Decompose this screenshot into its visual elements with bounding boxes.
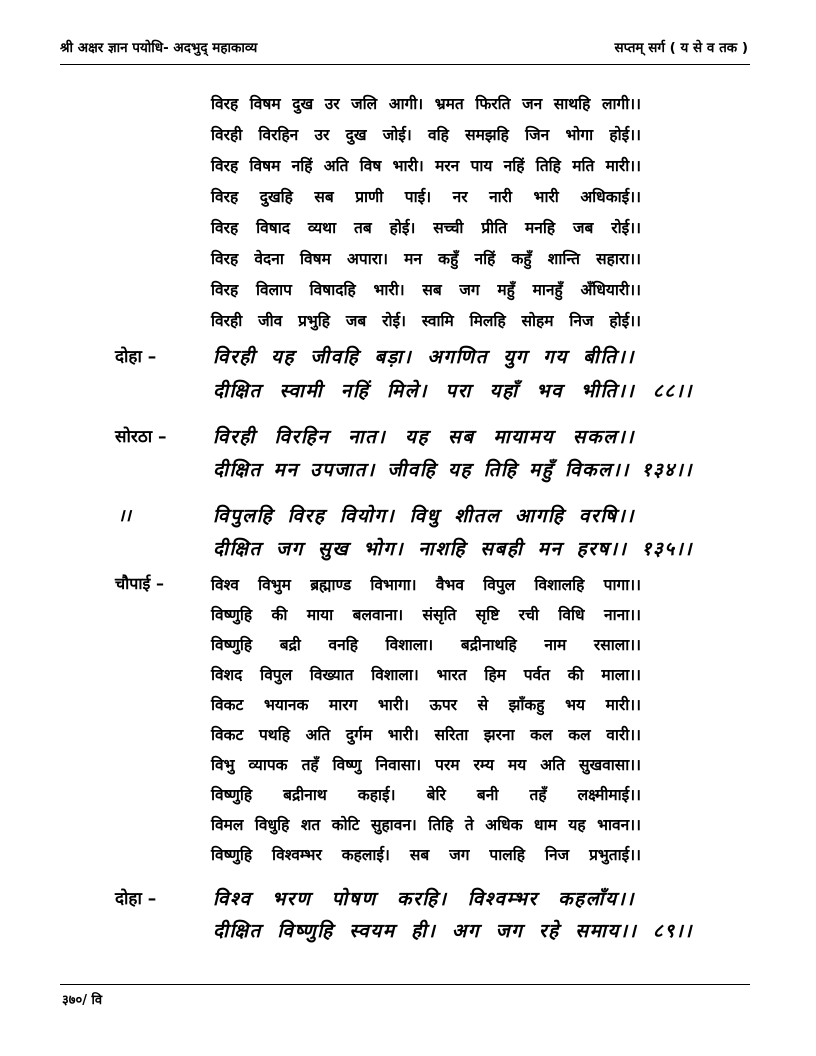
verse-line: विरही जीव प्रभुहि जब रोई। स्वामि मिलहि सोहम निज होई।। (211, 312, 641, 330)
chaupai-label: चौपाई – (115, 574, 164, 593)
verse-line: विष्णुहि की माया बलवाना। संसृति सृष्टि रची विधि नाना।। (211, 606, 641, 624)
verse-line: विमल विधुहि शत कोटि सुहावन। तिहि ते अधिक धाम यह भावन।। (211, 816, 641, 834)
footer-divider (60, 984, 750, 985)
soratha-line: विरही विरहिन नात। यह सब मायामय सकल।। (213, 426, 635, 448)
verse-line: विरह विषम दुख उर जलि आगी। भ्रमत फिरति जन साथहि लागी।। (211, 95, 641, 113)
soratha-label: सोरठा – (115, 427, 167, 447)
verse-line: विष्णुहि बद्रीनाथ कहाई। बेरि बनी तहँ लक्ष्मीमाई।। (211, 786, 641, 804)
verse-line: विरह दुखहि सब प्राणी पाई। नर नारी भारी अधिकाई।। (211, 188, 641, 206)
verse-line: विष्णुहि विश्वम्भर कहलाई। सब जग पालहि निज प्रभुताई।। (211, 846, 641, 864)
doha-label: दोहा – (115, 347, 157, 367)
verse-line: विरह विलाप विषादहि भारी। सब जग महुँ मानहुँ अँधियारी।। (211, 281, 641, 299)
verse-line: विश्व विभुम ब्रह्माण्ड विभागा। वैभव विपुल विशालहि पागा।। (211, 576, 641, 594)
verse-line: विरह वेदना विषम अपारा। मन कहुँ नहिं कहुँ शान्ति सहारा।। (211, 250, 641, 268)
soratha-line: विपुलहि विरह वियोग। विधु शीतल आगहि वरषि।। (213, 505, 635, 527)
soratha-line: दीक्षित मन उपजात। जीवहि यह तिहि महुँ विकल।। १३४।। (213, 459, 693, 481)
verse-line: विकट पथहि अति दुर्गम भारी। सरिता झरना कल कल वारी।। (211, 726, 641, 744)
page-number: ३७०/ वि (62, 993, 103, 1008)
verse-line: विष्णुहि बद्री वनहि विशाला। बद्रीनाथहि नाम रसाला।। (211, 636, 641, 654)
verse-line: विरह विषाद व्यथा तब होई। सच्ची प्रीति मनहि जब रोई।। (211, 219, 641, 237)
page-header (60, 30, 750, 65)
doha-line: विश्व भरण पोषण करहि। विश्वम्भर कहलाँय।। (213, 888, 635, 910)
doha-line: दीक्षित स्वामी नहिं मिले। परा यहाँ भव भीति।। ८८।। (213, 380, 693, 402)
doha-label: दोहा – (115, 889, 157, 909)
doha-line: दीक्षित विष्णुहि स्वयम ही। अग जग रहे समाय।। ८९।। (213, 920, 693, 942)
soratha-line: दीक्षित जग सुख भोग। नाशहि सबही मन हरष।। १३५।। (213, 538, 693, 560)
doha-line: विरही यह जीवहि बड़ा। अगणित युग गय बीति।। (213, 346, 635, 368)
soratha-marker: ।। (118, 506, 131, 526)
verse-line: विरही विरहिन उर दुख जोई। वहि समझहि जिन भोगा होई।। (211, 126, 641, 144)
verse-line: विभु व्यापक तहँ विष्णु निवासा। परम रम्य मय अति सुखवासा।। (211, 756, 641, 774)
verse-line: विशद विपुल विख्यात विशाला। भारत हिम पर्वत की माला।। (211, 666, 641, 684)
verse-line: विरह विषम नहिं अति विष भारी। मरन पाय नहिं तिहि मति मारी।। (211, 157, 641, 175)
verse-line: विकट भयानक मारग भारी। ऊपर से झाँकहु भय मारी।। (211, 696, 641, 714)
book-title: श्री अक्षर ज्ञान पयोधि- अदभुद् महाकाव्य (60, 40, 258, 56)
chapter-title: सप्तम् सर्ग ( य से व तक ) (614, 40, 748, 56)
